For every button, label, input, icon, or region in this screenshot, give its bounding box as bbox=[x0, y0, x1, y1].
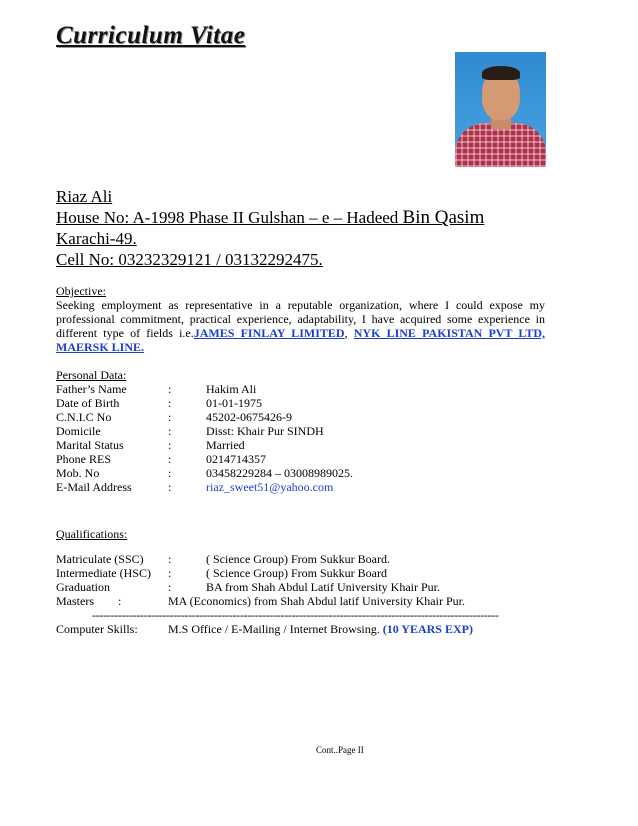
row-label: Graduation bbox=[56, 580, 110, 594]
row-colon: : bbox=[168, 396, 172, 410]
cell-line: Cell No: 03232329121 / 03132292475. bbox=[56, 250, 323, 269]
row-label: Domicile bbox=[56, 424, 101, 438]
row-label: Father’s Name bbox=[56, 382, 127, 396]
row-label: Computer Skills: bbox=[56, 622, 138, 636]
row-value: 0214714357 bbox=[206, 452, 266, 466]
objective-text bbox=[56, 298, 545, 354]
qualification-row bbox=[56, 580, 562, 594]
address-line bbox=[56, 207, 484, 228]
row-colon: : bbox=[118, 594, 122, 608]
row-value: Disst: Khair Pur SINDH bbox=[206, 424, 324, 438]
row-value: 01-01-1975 bbox=[206, 396, 262, 410]
company-nyk-line[interactable]: NYK LINE PAKISTAN PVT LTD, bbox=[353, 326, 546, 340]
row-colon: : bbox=[168, 480, 172, 494]
qualification-row bbox=[56, 594, 562, 608]
row-colon: : bbox=[168, 410, 172, 424]
row-label: Masters bbox=[56, 594, 94, 608]
personal-row bbox=[56, 424, 353, 438]
row-label: Mob. No bbox=[56, 466, 100, 480]
personal-row bbox=[56, 480, 353, 494]
personal-data-section bbox=[56, 368, 353, 494]
row-label: E-Mail Address bbox=[56, 480, 132, 494]
company-maersk-line[interactable]: MAERSK LINE. bbox=[56, 340, 145, 354]
row-value: M.S Office / E-Mailing / Internet Browsing. bbox=[168, 622, 380, 636]
objective-body: Seeking employment as representative in a reputable organization, where I could expose my professional commitment, practical experience, adaptability, I have acquired some experience in different type of fields i.e. bbox=[56, 298, 545, 340]
divider-dashes: -------------------------------------------------------------------------------------------------------------- bbox=[92, 608, 499, 622]
computer-skills-row bbox=[56, 622, 562, 636]
contact-block bbox=[56, 186, 484, 270]
qualification-row bbox=[56, 552, 562, 566]
company-james-finlay[interactable]: JAMES FINLAY LIMITED bbox=[193, 326, 345, 340]
row-label: C.N.I.C No bbox=[56, 410, 112, 424]
city-line: Karachi-49. bbox=[56, 229, 137, 248]
row-colon: : bbox=[168, 552, 172, 566]
objective-section bbox=[56, 284, 545, 354]
profile-photo bbox=[455, 52, 546, 167]
footer-page-note: Cont..Page II bbox=[316, 745, 364, 755]
email-link[interactable]: riaz_sweet51@yahoo.com bbox=[206, 480, 334, 494]
row-colon: : bbox=[168, 566, 172, 580]
personal-row bbox=[56, 382, 353, 396]
row-colon: : bbox=[168, 382, 172, 396]
qualifications-section bbox=[56, 527, 562, 636]
row-value: Married bbox=[206, 438, 245, 452]
page-title: Curriculum Vitae bbox=[56, 22, 246, 49]
separator: , bbox=[344, 326, 354, 340]
personal-row bbox=[56, 396, 353, 410]
address-main: House No: A-1998 Phase II Gulshan – e – Hadeed bbox=[56, 208, 399, 227]
row-colon: : bbox=[168, 466, 172, 480]
row-value: MA (Economics) from Shah Abdul latif University Khair Pur. bbox=[168, 594, 465, 608]
row-colon: : bbox=[168, 580, 172, 594]
row-value: 03458229284 – 03008989025. bbox=[206, 466, 353, 480]
row-label: Intermediate (HSC) bbox=[56, 566, 151, 580]
address-tail: Bin Qasim bbox=[402, 207, 485, 228]
row-colon: : bbox=[168, 424, 172, 438]
row-colon: : bbox=[168, 438, 172, 452]
experience-badge: (10 YEARS EXP) bbox=[382, 622, 473, 636]
qualification-row bbox=[56, 566, 562, 580]
row-label: Marital Status bbox=[56, 438, 124, 452]
personal-data-heading: Personal Data: bbox=[56, 368, 127, 382]
row-colon: : bbox=[168, 452, 172, 466]
row-label: Phone RES bbox=[56, 452, 112, 466]
row-value: ( Science Group) From Sukkur Board bbox=[206, 566, 387, 580]
row-label: Date of Birth bbox=[56, 396, 120, 410]
personal-row bbox=[56, 452, 353, 466]
row-value: Hakim Ali bbox=[206, 382, 257, 396]
qualifications-heading: Qualifications: bbox=[56, 527, 128, 541]
row-label: Matriculate (SSC) bbox=[56, 552, 144, 566]
applicant-name: Riaz Ali bbox=[56, 187, 113, 206]
personal-row bbox=[56, 466, 353, 480]
personal-row bbox=[56, 438, 353, 452]
row-value: 45202-0675426-9 bbox=[206, 410, 292, 424]
row-value: ( Science Group) From Sukkur Board. bbox=[206, 552, 390, 566]
personal-row bbox=[56, 410, 353, 424]
objective-heading: Objective: bbox=[56, 284, 106, 298]
row-value: BA from Shah Abdul Latif University Khair Pur. bbox=[206, 580, 440, 594]
